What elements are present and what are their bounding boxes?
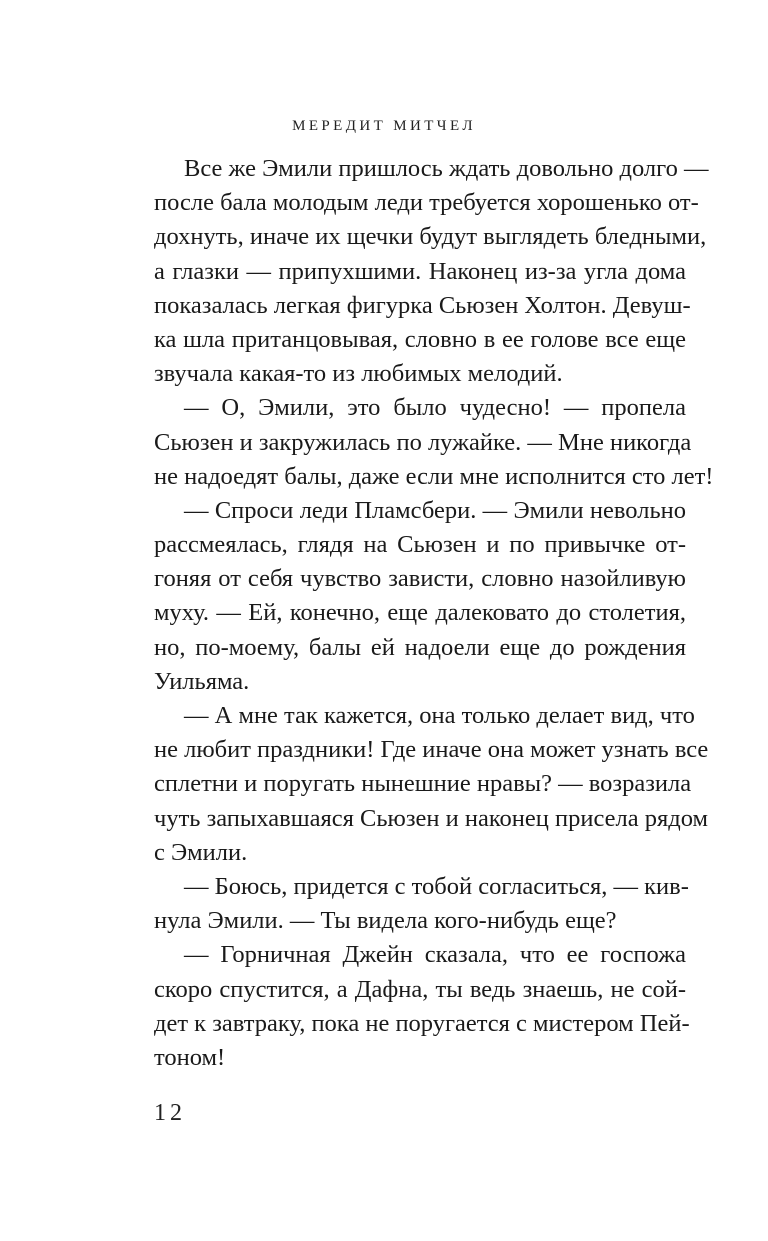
- text-line: скоро спустится, а Дафна, ты ведь знаешь, не сой-: [154, 975, 686, 1003]
- page-number: 12: [154, 1100, 186, 1126]
- text-line: ка шла пританцовывая, словно в ее голове все еще: [154, 325, 686, 353]
- text-line: Все же Эмили пришлось ждать довольно долго —: [184, 155, 709, 182]
- text-line: Уильяма.: [154, 667, 250, 695]
- paragraph: [154, 870, 689, 938]
- text-line: — Спроси леди Пламсбери. — Эмили невольно: [184, 496, 686, 524]
- text-line: сплетни и поругать нынешние нравы? — возразила: [154, 770, 692, 798]
- text-line: рассмеялась, глядя на Сьюзен и по привычке от-: [154, 531, 686, 559]
- text-line: дохнуть, иначе их щечки будут выглядеть бледными,: [154, 223, 707, 251]
- text-line: не надоедят балы, даже если мне исполнится сто лет!: [154, 462, 714, 490]
- text-line: показалась легкая фигурка Сьюзен Холтон. Девуш-: [154, 291, 691, 319]
- text-line: Сьюзен и закружилась по лужайке. — Мне никогда: [154, 428, 692, 456]
- text-line: а глазки — припухшими. Наконец из-за угла дома: [154, 257, 686, 285]
- text-line: звучала какая-то из любимых мелодий.: [154, 360, 563, 388]
- text-line: — О, Эмили, это было чудесно! — пропела: [184, 394, 686, 422]
- text-line: — Боюсь, придется с тобой согласиться, — кив-: [184, 872, 689, 900]
- paragraph: [154, 391, 714, 494]
- text-line: но, по-моему, балы ей надоели еще до рождения: [154, 633, 686, 661]
- text-line: с Эмили.: [154, 838, 248, 866]
- text-line: гоняя от себя чувство зависти, словно назойливую: [154, 565, 686, 593]
- text-line: — Горничная Джейн сказала, что ее госпожа: [184, 941, 686, 969]
- text-line: нула Эмили. — Ты видела кого-нибудь еще?: [154, 907, 617, 935]
- text-line: — А мне так кажется, она только делает вид, что: [184, 702, 695, 729]
- text-line: после бала молодым леди требуется хорошенько от-: [154, 189, 699, 217]
- text-line: дет к завтраку, пока не поругается с мистером Пей-: [154, 1009, 690, 1037]
- running-head: МЕРЕДИТ МИТЧЕЛ: [292, 118, 476, 134]
- body-text: [154, 152, 714, 1075]
- paragraph: [154, 938, 690, 1075]
- paragraph: [154, 699, 709, 870]
- text-line: тоном!: [154, 1043, 226, 1071]
- paragraph: [154, 494, 686, 699]
- text-line: не любит праздники! Где иначе она может узнать все: [154, 736, 709, 764]
- text-line: муху. — Ей, конечно, еще далековато до столетия,: [154, 599, 686, 627]
- text-line: чуть запыхавшаяся Сьюзен и наконец присела рядом: [154, 804, 709, 832]
- paragraph: [154, 152, 709, 391]
